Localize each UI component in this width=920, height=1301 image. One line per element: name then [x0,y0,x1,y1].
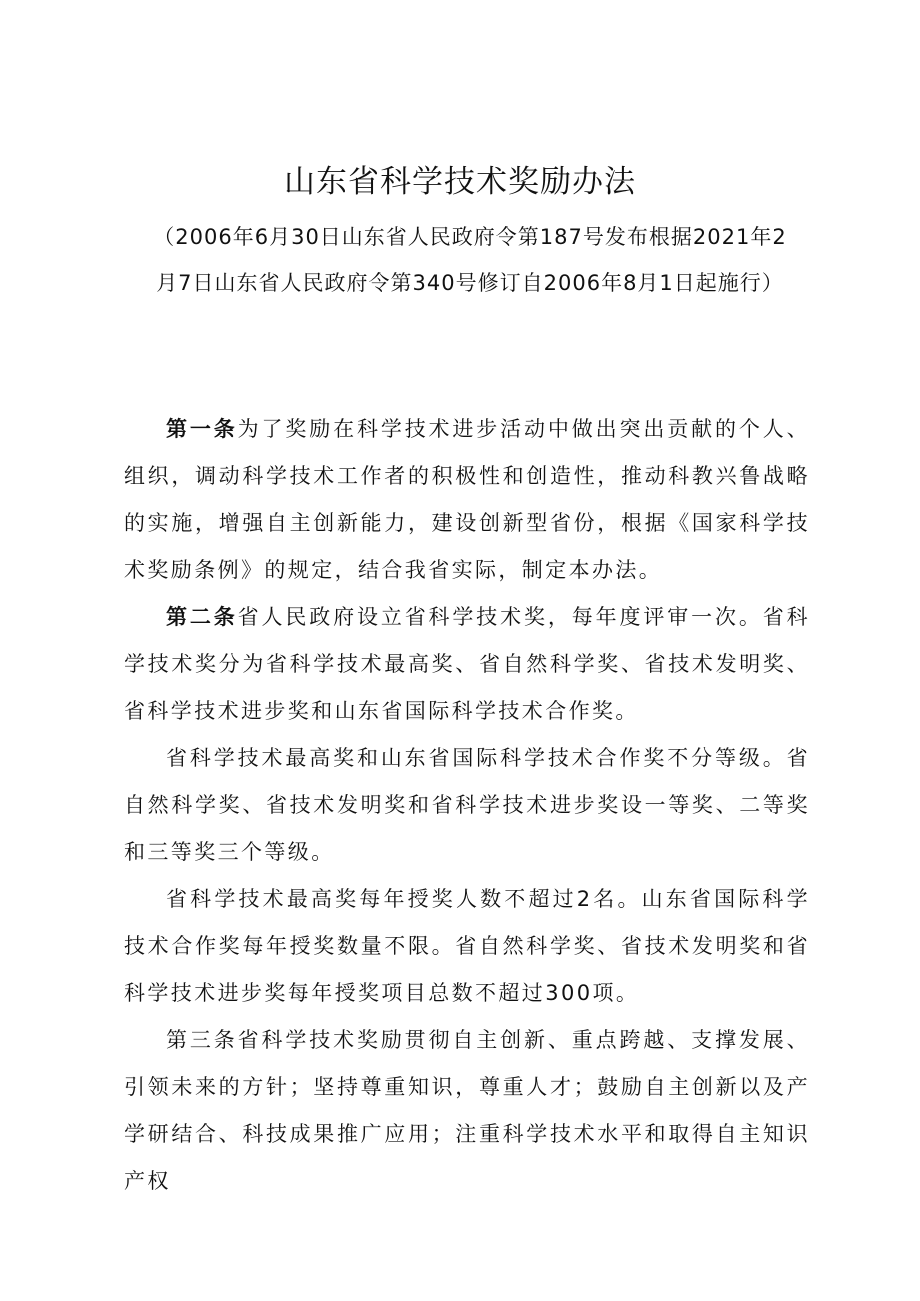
article-label: 第一条 [166,417,238,441]
paragraph-article-2 [124,594,810,735]
paragraph-text: 为了奖励在科学技术进步活动中做出突出贡献的个人、组织，调动科学技术工作者的积极性和创造性，推动科教兴鲁战略的实施，增强自主创新能力，建设创新型省份，根据《国家科学技术奖励条例》的规定，结合我省实际，制定本办法。 [124,417,810,582]
article-label: 第二条 [166,605,238,629]
document-title: 山东省科学技术奖励办法 [284,164,636,200]
document-body [124,406,810,1205]
paragraph-text: 省科学技术最高奖和山东省国际科学技术合作奖不分等级。省自然科学奖、省技术发明奖和省科学技术进步奖设一等奖、二等奖和三等奖三个等级。 [124,746,810,864]
paragraph-article-1 [124,406,810,594]
paragraph-article-3 [124,1017,810,1205]
paragraph-award-levels [124,735,810,876]
paragraph-text: 第三条省科学技术奖励贯彻自主创新、重点跨越、支撑发展、引领未来的方针；坚持尊重知识，尊重人才；鼓励自主创新以及产学研结合、科技成果推广应用；注重科学技术水平和取得自主知识产权 [124,1028,810,1193]
paragraph-award-limits [124,876,810,1017]
paragraph-text: 省科学技术最高奖每年授奖人数不超过2名。山东省国际科学技术合作奖每年授奖数量不限。省自然科学奖、省技术发明奖和省科学技术进步奖每年授奖项目总数不超过300项。 [124,887,810,1005]
document-subtitle: （2006年6月30日山东省人民政府令第187号发布根据2021年2月7日山东省人民政府令第340号修订自2006年8月1日起施行） [153,225,787,295]
paragraph-text: 省人民政府设立省科学技术奖，每年度评审一次。省科学技术奖分为省科学技术最高奖、省自然科学奖、省技术发明奖、省科学技术进步奖和山东省国际科学技术合作奖。 [124,605,810,723]
